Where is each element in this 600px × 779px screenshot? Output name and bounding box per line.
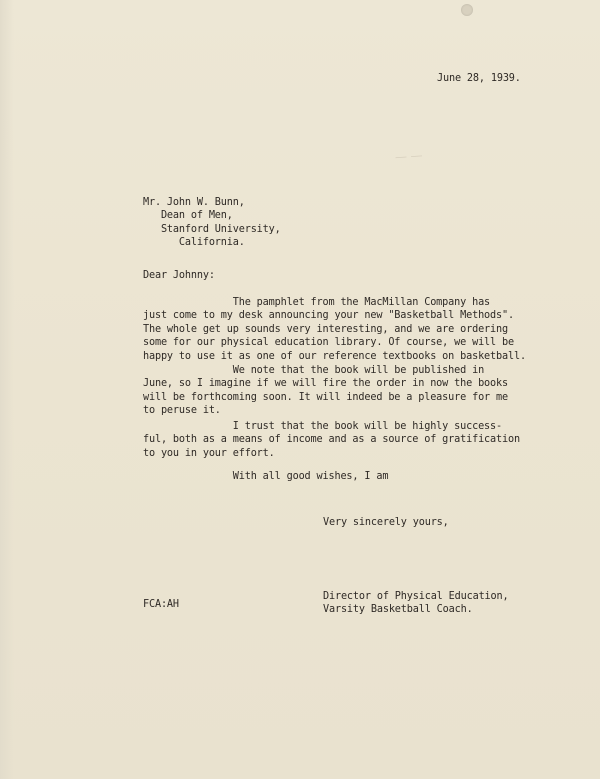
paragraph-line: will be forthcoming soon. It will indeed be a pleasure for me <box>143 391 508 403</box>
body-paragraph-1 <box>143 296 526 363</box>
body-paragraph-3 <box>143 420 523 460</box>
body-paragraph-4 <box>143 470 523 483</box>
paragraph-line: some for our physical education library. Of course, we will be <box>143 337 514 349</box>
paragraph-line: to peruse it. <box>143 405 221 417</box>
address-line: Mr. John W. Bunn, <box>143 197 245 208</box>
signature-title: Varsity Basketball Coach. <box>323 604 473 616</box>
address-line: California. <box>143 237 245 249</box>
recipient-address <box>143 196 281 250</box>
paragraph-line: happy to use it as one of our reference textbooks on basketball. <box>143 350 526 362</box>
paragraph-line: The pamphlet from the MacMillan Company has <box>143 297 491 308</box>
body-paragraph-2 <box>143 364 523 418</box>
paragraph-line: I trust that the book will be highly success- <box>143 421 503 432</box>
paragraph-line: to you in your effort. <box>143 447 275 459</box>
paragraph-line: just come to my desk announcing your new "Basketball Methods". <box>143 310 514 322</box>
address-line: Stanford University, <box>143 223 281 235</box>
punch-hole <box>461 4 473 16</box>
paragraph-line: June, so I imagine if we will fire the order in now the books <box>143 378 508 390</box>
salutation: Dear Johnny: <box>143 270 215 281</box>
complimentary-closing: Very sincerely yours, <box>323 517 449 528</box>
signature-block <box>323 590 509 617</box>
reference-initials: FCA:AH <box>143 599 179 610</box>
paragraph-line: The whole get up sounds very interesting, and we are ordering <box>143 323 508 335</box>
paragraph-line: We note that the book will be published in <box>143 365 485 376</box>
bleed-through-marks: — — <box>394 148 423 164</box>
paragraph-line: With all good wishes, I am <box>143 471 389 482</box>
paragraph-line: ful, both as a means of income and as a source of gratification <box>143 434 520 446</box>
signature-title: Director of Physical Education, <box>323 591 509 602</box>
letter-date: June 28, 1939. <box>437 73 521 84</box>
page-edge-shadow <box>0 0 14 779</box>
address-line: Dean of Men, <box>143 210 233 222</box>
